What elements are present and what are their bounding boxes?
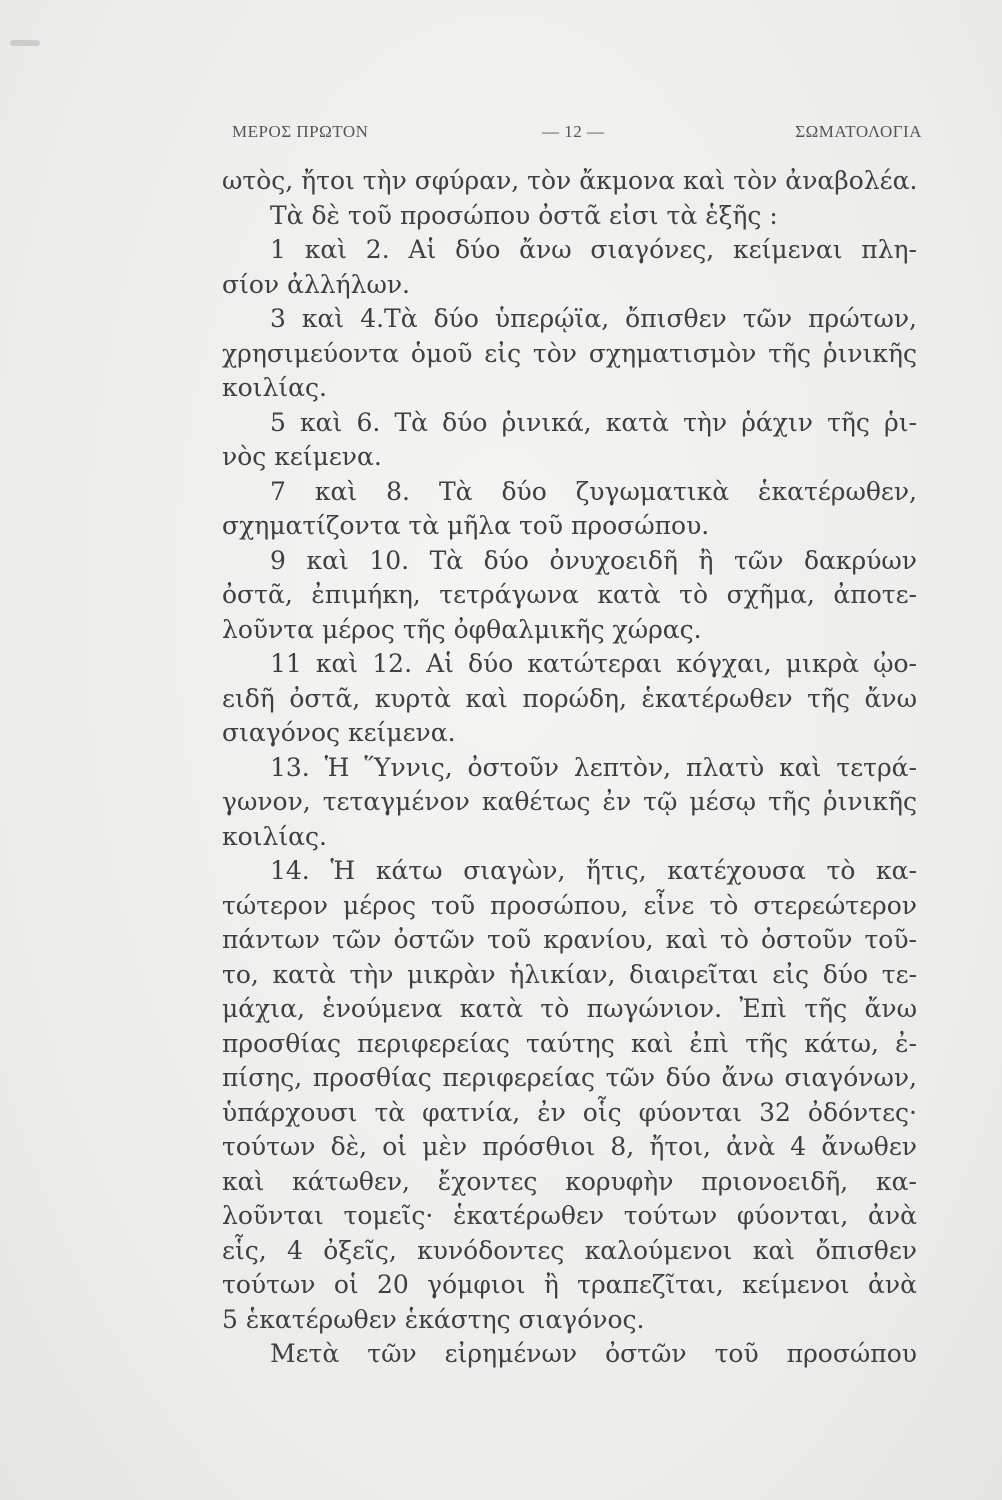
text-line: Τὰ δὲ τοῦ προσώπου ὀστᾶ εἰσι τὰ ἑξῆς : [270,200,778,230]
running-head [232,122,922,146]
text-line: ὑπάρχουσι τὰ φατνία, ἐν οἷς φύονται 32 ὀδόντες· [222,1097,917,1127]
page-number: — 12 — [542,122,605,141]
text-line: 7 καὶ 8. Τὰ δύο ζυγωματικὰ ἑκατέρωθεν, [270,476,917,506]
text-line: ωτὸς, ἤτοι τὴν σφύραν, τὸν ἄκμονα καὶ τὸν ἀναβολέα. [222,166,917,195]
text-line: κοιλίας. [222,821,327,851]
text-line: γωνον, τεταγμένον καθέτως ἐν τῷ μέσῳ τῆς ῥινικῆς [222,787,917,816]
text-line: το, κατὰ τὴν μικρὰν ἡλικίαν, διαιρεῖται εἰς δύο τε- [222,959,917,989]
text-line: σχηματίζοντα τὰ μῆλα τοῦ προσώπου. [222,511,710,540]
text-line: ὀστᾶ, ἐπιμήκη, τετράγωνα κατὰ τὸ σχῆμα, ἀποτε- [222,580,917,609]
text-line: λοῦντα μέρος τῆς ὀφθαλμικῆς χώρας. [222,614,702,644]
text-line: τώτερον μέρος τοῦ προσώπου, εἶνε τὸ στερεώτερον [222,890,917,920]
text-line: τούτων δὲ, οἱ μὲν πρόσθιοι 8, ἤτοι, ἀνὰ 4 ἄνωθεν [222,1132,917,1161]
text-line: πάντων τῶν ὀστῶν τοῦ κρανίου, καὶ τὸ ὀστοῦν τοῦ- [222,925,917,954]
text-line: λοῦνται τομεῖς· ἑκατέρωθεν τούτων φύονται, ἀνὰ [222,1201,917,1230]
text-line: σίον ἀλλήλων. [222,269,410,299]
text-line: 9 καὶ 10. Τὰ δύο ὀνυχοειδῆ ἢ τῶν δακρύων [270,545,917,575]
header-section-title: ΣΩΜΑΤΟΛΟΓΙΑ [795,122,922,141]
text-line: 5 ἑκατέρωθεν ἑκάστης σιαγόνος. [222,1304,645,1334]
text-line: πίσης, προσθίας περιφερείας τῶν δύο ἄνω σιαγόνων, [222,1063,917,1092]
text-line: ειδῆ ὀστᾶ, κυρτὰ καὶ πορώδη, ἑκατέρωθεν τῆς ἄνω [222,683,917,713]
text-line: 3 καὶ 4.Τὰ δύο ὑπερῴϊα, ὄπισθεν τῶν πρώτων, [270,304,917,333]
text-line: χρησιμεύοντα ὁμοῦ εἰς τὸν σχηματισμὸν τῆς ῥινικῆς [222,338,917,368]
text-line: 13. Ἡ Ὕννις, ὀστοῦν λεπτὸν, πλατὺ καὶ τετρά- [270,752,917,782]
text-line: Μετὰ τῶν εἰρημένων ὀστῶν τοῦ προσώπου [270,1339,917,1368]
text-line: καὶ κάτωθεν, ἔχοντες κορυφὴν πριονοειδῆ, κα- [222,1166,917,1196]
ink-smudge [10,40,40,46]
text-line: σιαγόνος κείμενα. [222,718,456,747]
text-line: 5 καὶ 6. Τὰ δύο ῥινικά, κατὰ τὴν ῥάχιν τῆς ῥι- [270,407,917,437]
text-line: μάχια, ἑνούμενα κατὰ τὸ πωγώνιον. Ἐπὶ τῆς ἄνω [222,994,917,1023]
text-line: τούτων οἱ 20 γόμφιοι ἢ τραπεζῖται, κείμενοι ἀνὰ [222,1270,917,1299]
text-line: 1 καὶ 2. Αἱ δύο ἄνω σιαγόνες, κείμεναι πλη- [270,235,917,264]
text-line: εἷς, 4 ὀξεῖς, κυνόδοντες καλούμενοι καὶ ὄπισθεν [222,1235,917,1265]
text-line: νὸς κείμενα. [222,442,382,471]
header-part-title: ΜΕΡΟΣ ΠΡΩΤΟΝ [232,122,369,141]
text-line: 14. Ἡ κάτω σιαγὼν, ἥτις, κατέχουσα τὸ κα- [270,856,917,885]
text-line: 11 καὶ 12. Αἱ δύο κατώτεραι κόγχαι, μικρὰ ᾠο- [270,649,917,678]
text-line: κοιλίας. [222,373,327,402]
text-line: προσθίας περιφερείας ταύτης καὶ ἐπὶ τῆς κάτω, ἐ- [222,1028,917,1058]
body-text [222,164,917,1372]
